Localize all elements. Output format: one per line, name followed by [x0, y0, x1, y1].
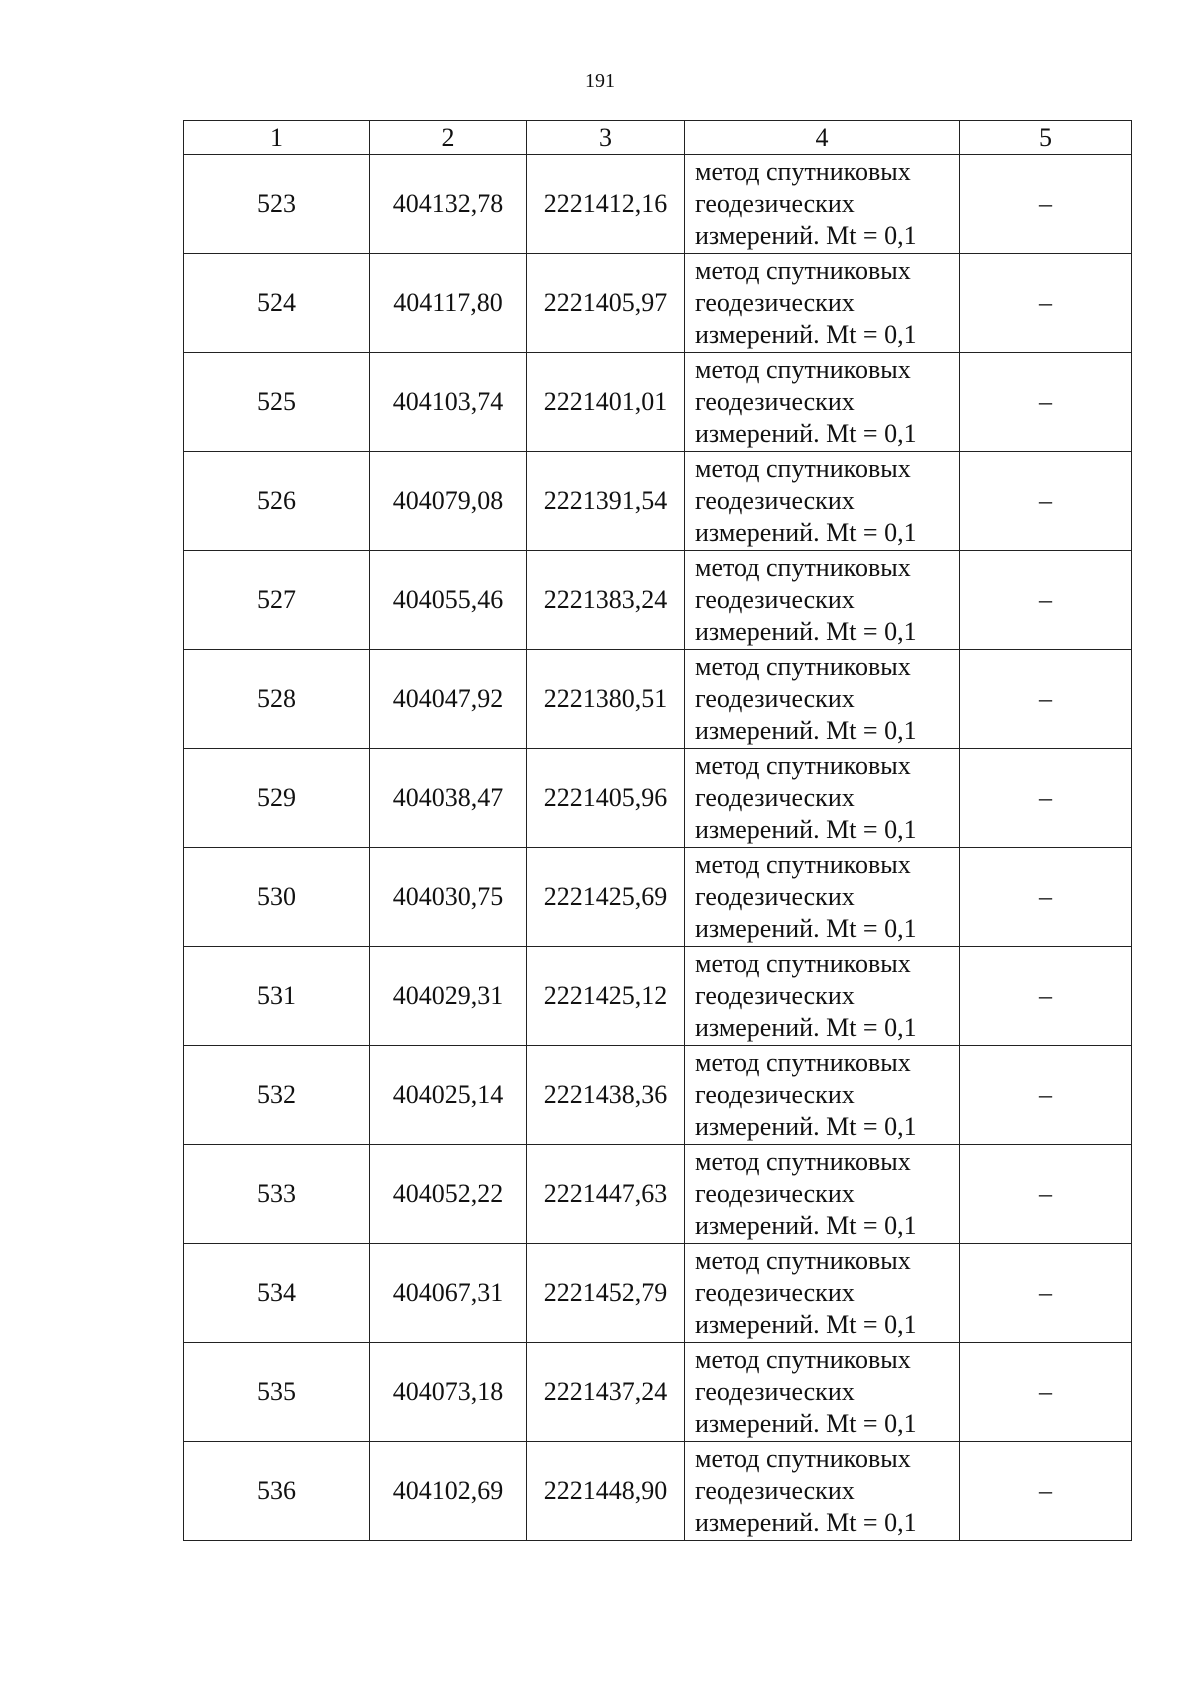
- method-line-3: измерений. Mt = 0,1: [695, 1211, 917, 1240]
- header-col-3: 3: [527, 121, 685, 155]
- note-cell: –: [960, 947, 1132, 1046]
- method-cell: [685, 254, 960, 353]
- method-line-3: измерений. Mt = 0,1: [695, 221, 917, 250]
- method-cell: [685, 947, 960, 1046]
- note-cell: –: [960, 254, 1132, 353]
- x-coordinate-cell: 404073,18: [370, 1343, 527, 1442]
- header-col-1: 1: [184, 121, 370, 155]
- header-col-2: 2: [370, 121, 527, 155]
- note-cell: –: [960, 353, 1132, 452]
- table-row: [184, 551, 1132, 650]
- y-coordinate-cell: 2221380,51: [527, 650, 685, 749]
- method-line-3: измерений. Mt = 0,1: [695, 914, 917, 943]
- table-row: [184, 1046, 1132, 1145]
- table-row: [184, 254, 1132, 353]
- table-row: [184, 452, 1132, 551]
- table-row: [184, 848, 1132, 947]
- point-number-cell: 536: [184, 1442, 370, 1541]
- method-line-1: метод спутниковых: [695, 553, 911, 582]
- method-line-2: геодезических: [695, 783, 855, 812]
- method-line-1: метод спутниковых: [695, 1444, 911, 1473]
- point-number-cell: 534: [184, 1244, 370, 1343]
- method-line-1: метод спутниковых: [695, 256, 911, 285]
- header-row: [184, 121, 1132, 155]
- method-line-1: метод спутниковых: [695, 751, 911, 780]
- method-line-2: геодезических: [695, 189, 855, 218]
- method-line-3: измерений. Mt = 0,1: [695, 518, 917, 547]
- point-number-cell: 524: [184, 254, 370, 353]
- x-coordinate-cell: 404117,80: [370, 254, 527, 353]
- point-number-cell: 529: [184, 749, 370, 848]
- method-line-3: измерений. Mt = 0,1: [695, 1310, 917, 1339]
- point-number-cell: 530: [184, 848, 370, 947]
- method-cell: [685, 1145, 960, 1244]
- table-row: [184, 650, 1132, 749]
- method-line-3: измерений. Mt = 0,1: [695, 815, 917, 844]
- table-row: [184, 353, 1132, 452]
- point-number-cell: 523: [184, 155, 370, 254]
- method-line-2: геодезических: [695, 486, 855, 515]
- x-coordinate-cell: 404052,22: [370, 1145, 527, 1244]
- note-cell: –: [960, 452, 1132, 551]
- method-line-3: измерений. Mt = 0,1: [695, 617, 917, 646]
- note-cell: –: [960, 848, 1132, 947]
- method-cell: [685, 1442, 960, 1541]
- method-cell: [685, 1046, 960, 1145]
- x-coordinate-cell: 404029,31: [370, 947, 527, 1046]
- x-coordinate-cell: 404132,78: [370, 155, 527, 254]
- method-cell: [685, 749, 960, 848]
- table-row: [184, 1244, 1132, 1343]
- y-coordinate-cell: 2221448,90: [527, 1442, 685, 1541]
- coordinates-table: [183, 120, 1132, 1541]
- x-coordinate-cell: 404103,74: [370, 353, 527, 452]
- x-coordinate-cell: 404067,31: [370, 1244, 527, 1343]
- note-cell: –: [960, 650, 1132, 749]
- method-line-2: геодезических: [695, 882, 855, 911]
- method-line-1: метод спутниковых: [695, 850, 911, 879]
- method-line-3: измерений. Mt = 0,1: [695, 1409, 917, 1438]
- method-cell: [685, 353, 960, 452]
- method-cell: [685, 551, 960, 650]
- method-line-1: метод спутниковых: [695, 1246, 911, 1275]
- header-col-5: 5: [960, 121, 1132, 155]
- y-coordinate-cell: 2221425,12: [527, 947, 685, 1046]
- method-line-1: метод спутниковых: [695, 949, 911, 978]
- x-coordinate-cell: 404047,92: [370, 650, 527, 749]
- point-number-cell: 535: [184, 1343, 370, 1442]
- y-coordinate-cell: 2221405,96: [527, 749, 685, 848]
- method-line-2: геодезических: [695, 1278, 855, 1307]
- point-number-cell: 528: [184, 650, 370, 749]
- method-line-1: метод спутниковых: [695, 355, 911, 384]
- coordinates-table-container: [183, 120, 1131, 1541]
- note-cell: –: [960, 1442, 1132, 1541]
- point-number-cell: 526: [184, 452, 370, 551]
- method-line-3: измерений. Mt = 0,1: [695, 1112, 917, 1141]
- table-row: [184, 155, 1132, 254]
- method-cell: [685, 650, 960, 749]
- method-line-3: измерений. Mt = 0,1: [695, 419, 917, 448]
- method-line-3: измерений. Mt = 0,1: [695, 1013, 917, 1042]
- x-coordinate-cell: 404055,46: [370, 551, 527, 650]
- method-line-1: метод спутниковых: [695, 1147, 911, 1176]
- x-coordinate-cell: 404038,47: [370, 749, 527, 848]
- method-line-2: геодезических: [695, 1377, 855, 1406]
- table-row: [184, 1145, 1132, 1244]
- note-cell: –: [960, 1244, 1132, 1343]
- method-line-1: метод спутниковых: [695, 157, 911, 186]
- method-line-1: метод спутниковых: [695, 454, 911, 483]
- method-line-2: геодезических: [695, 288, 855, 317]
- x-coordinate-cell: 404102,69: [370, 1442, 527, 1541]
- method-line-2: геодезических: [695, 1476, 855, 1505]
- method-line-2: геодезических: [695, 387, 855, 416]
- y-coordinate-cell: 2221425,69: [527, 848, 685, 947]
- y-coordinate-cell: 2221412,16: [527, 155, 685, 254]
- method-cell: [685, 1244, 960, 1343]
- method-line-3: измерений. Mt = 0,1: [695, 1508, 917, 1537]
- y-coordinate-cell: 2221391,54: [527, 452, 685, 551]
- table-body: [184, 155, 1132, 1541]
- method-cell: [685, 155, 960, 254]
- method-line-2: геодезических: [695, 585, 855, 614]
- x-coordinate-cell: 404030,75: [370, 848, 527, 947]
- y-coordinate-cell: 2221401,01: [527, 353, 685, 452]
- y-coordinate-cell: 2221437,24: [527, 1343, 685, 1442]
- method-cell: [685, 452, 960, 551]
- method-line-2: геодезических: [695, 1179, 855, 1208]
- method-line-1: метод спутниковых: [695, 1048, 911, 1077]
- table-row: [184, 1442, 1132, 1541]
- table-header: [184, 121, 1132, 155]
- point-number-cell: 531: [184, 947, 370, 1046]
- table-row: [184, 947, 1132, 1046]
- method-line-1: метод спутниковых: [695, 652, 911, 681]
- point-number-cell: 533: [184, 1145, 370, 1244]
- method-cell: [685, 1343, 960, 1442]
- note-cell: –: [960, 551, 1132, 650]
- method-line-3: измерений. Mt = 0,1: [695, 320, 917, 349]
- table-row: [184, 1343, 1132, 1442]
- table-row: [184, 749, 1132, 848]
- method-line-2: геодезических: [695, 1080, 855, 1109]
- note-cell: –: [960, 1046, 1132, 1145]
- y-coordinate-cell: 2221447,63: [527, 1145, 685, 1244]
- point-number-cell: 527: [184, 551, 370, 650]
- point-number-cell: 532: [184, 1046, 370, 1145]
- method-cell: [685, 848, 960, 947]
- header-col-4: 4: [685, 121, 960, 155]
- x-coordinate-cell: 404025,14: [370, 1046, 527, 1145]
- method-line-3: измерений. Mt = 0,1: [695, 716, 917, 745]
- note-cell: –: [960, 1343, 1132, 1442]
- y-coordinate-cell: 2221438,36: [527, 1046, 685, 1145]
- y-coordinate-cell: 2221383,24: [527, 551, 685, 650]
- method-line-2: геодезических: [695, 684, 855, 713]
- note-cell: –: [960, 749, 1132, 848]
- point-number-cell: 525: [184, 353, 370, 452]
- note-cell: –: [960, 155, 1132, 254]
- page-number: 191: [585, 70, 615, 92]
- x-coordinate-cell: 404079,08: [370, 452, 527, 551]
- method-line-2: геодезических: [695, 981, 855, 1010]
- y-coordinate-cell: 2221452,79: [527, 1244, 685, 1343]
- method-line-1: метод спутниковых: [695, 1345, 911, 1374]
- note-cell: –: [960, 1145, 1132, 1244]
- y-coordinate-cell: 2221405,97: [527, 254, 685, 353]
